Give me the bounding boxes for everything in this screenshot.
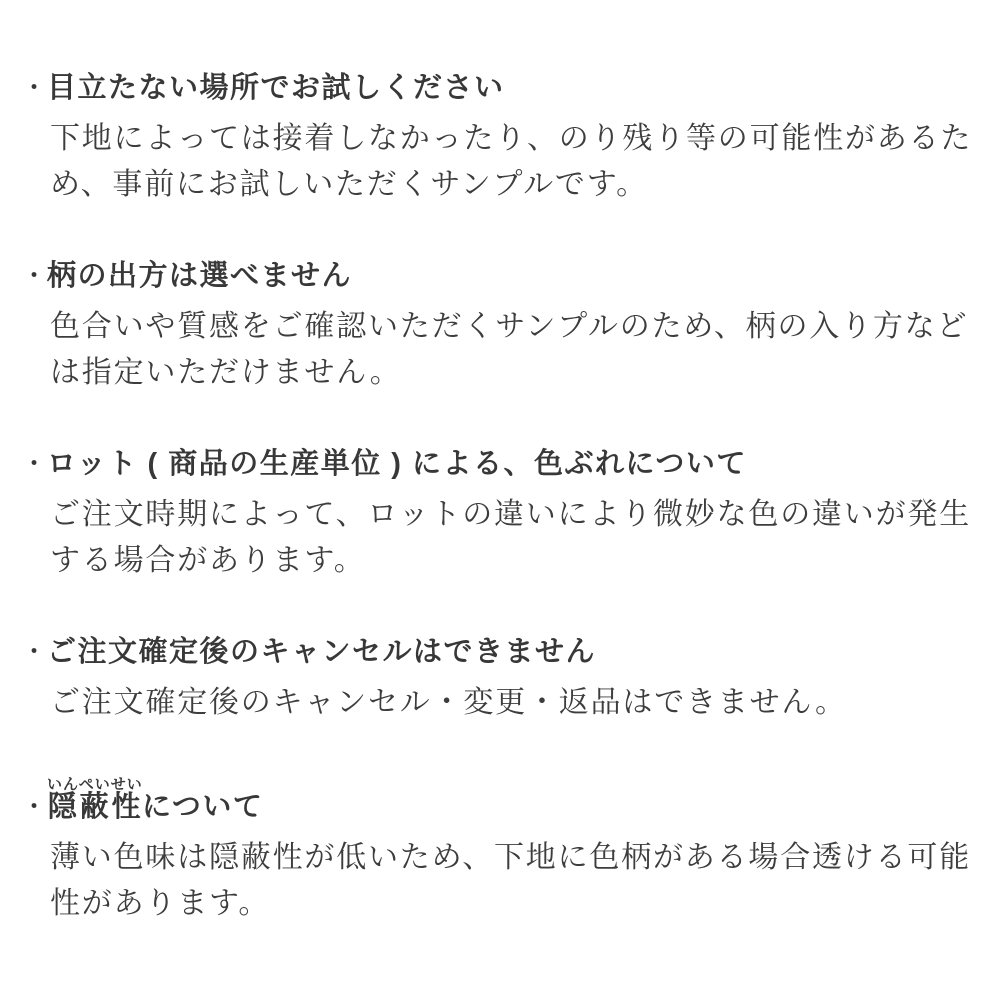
section-heading: ロット ( 商品の生産単位 ) による、色ぶれについて bbox=[47, 448, 747, 480]
ruby-annotated-word bbox=[47, 776, 143, 823]
heading-rest: について bbox=[142, 791, 264, 823]
bullet-icon: ・ bbox=[23, 75, 46, 100]
section-body: ご注文確定後のキャンセル・変更・返品はできません。 bbox=[50, 686, 847, 719]
bullet-icon: ・ bbox=[23, 451, 46, 476]
bullet-icon: ・ bbox=[23, 794, 46, 819]
section-heading: 柄の出方は選べません bbox=[47, 260, 353, 292]
notice-section-pattern bbox=[25, 258, 980, 396]
furigana-text: いんぺいせい bbox=[47, 776, 143, 793]
section-body: 薄い色味は隠蔽性が低いため、下地に色柄がある場合透ける可能性があります。 bbox=[50, 841, 971, 920]
bullet-icon: ・ bbox=[23, 639, 46, 664]
bullet-icon: ・ bbox=[23, 263, 46, 288]
section-heading bbox=[47, 776, 980, 825]
section-body: 下地によっては接着しなかったり、のり残り等の可能性があるため、事前にお試しいただくサンプルです。 bbox=[50, 122, 973, 201]
section-heading-row bbox=[25, 258, 980, 294]
section-heading: ご注文確定後のキャンセルはできません bbox=[47, 636, 597, 668]
ruby-base: 隠蔽性 bbox=[47, 791, 143, 823]
section-body: 色合いや質感をご確認いただくサンプルのため、柄の入り方などは指定いただけません。 bbox=[50, 310, 969, 389]
notice-section-cancel bbox=[25, 634, 980, 726]
section-heading-row bbox=[25, 70, 980, 106]
section-heading-row bbox=[25, 634, 980, 670]
section-heading-row bbox=[25, 446, 980, 482]
notice-section-opacity bbox=[25, 776, 980, 927]
section-body: ご注文時期によって、ロットの違いにより微妙な色の違いが発生する場合があります。 bbox=[50, 498, 971, 577]
notice-section-lot-color bbox=[25, 446, 980, 584]
section-heading: 目立たない場所でお試しください bbox=[47, 72, 505, 104]
section-heading-row bbox=[25, 776, 980, 825]
notice-section-test-first bbox=[25, 70, 980, 208]
